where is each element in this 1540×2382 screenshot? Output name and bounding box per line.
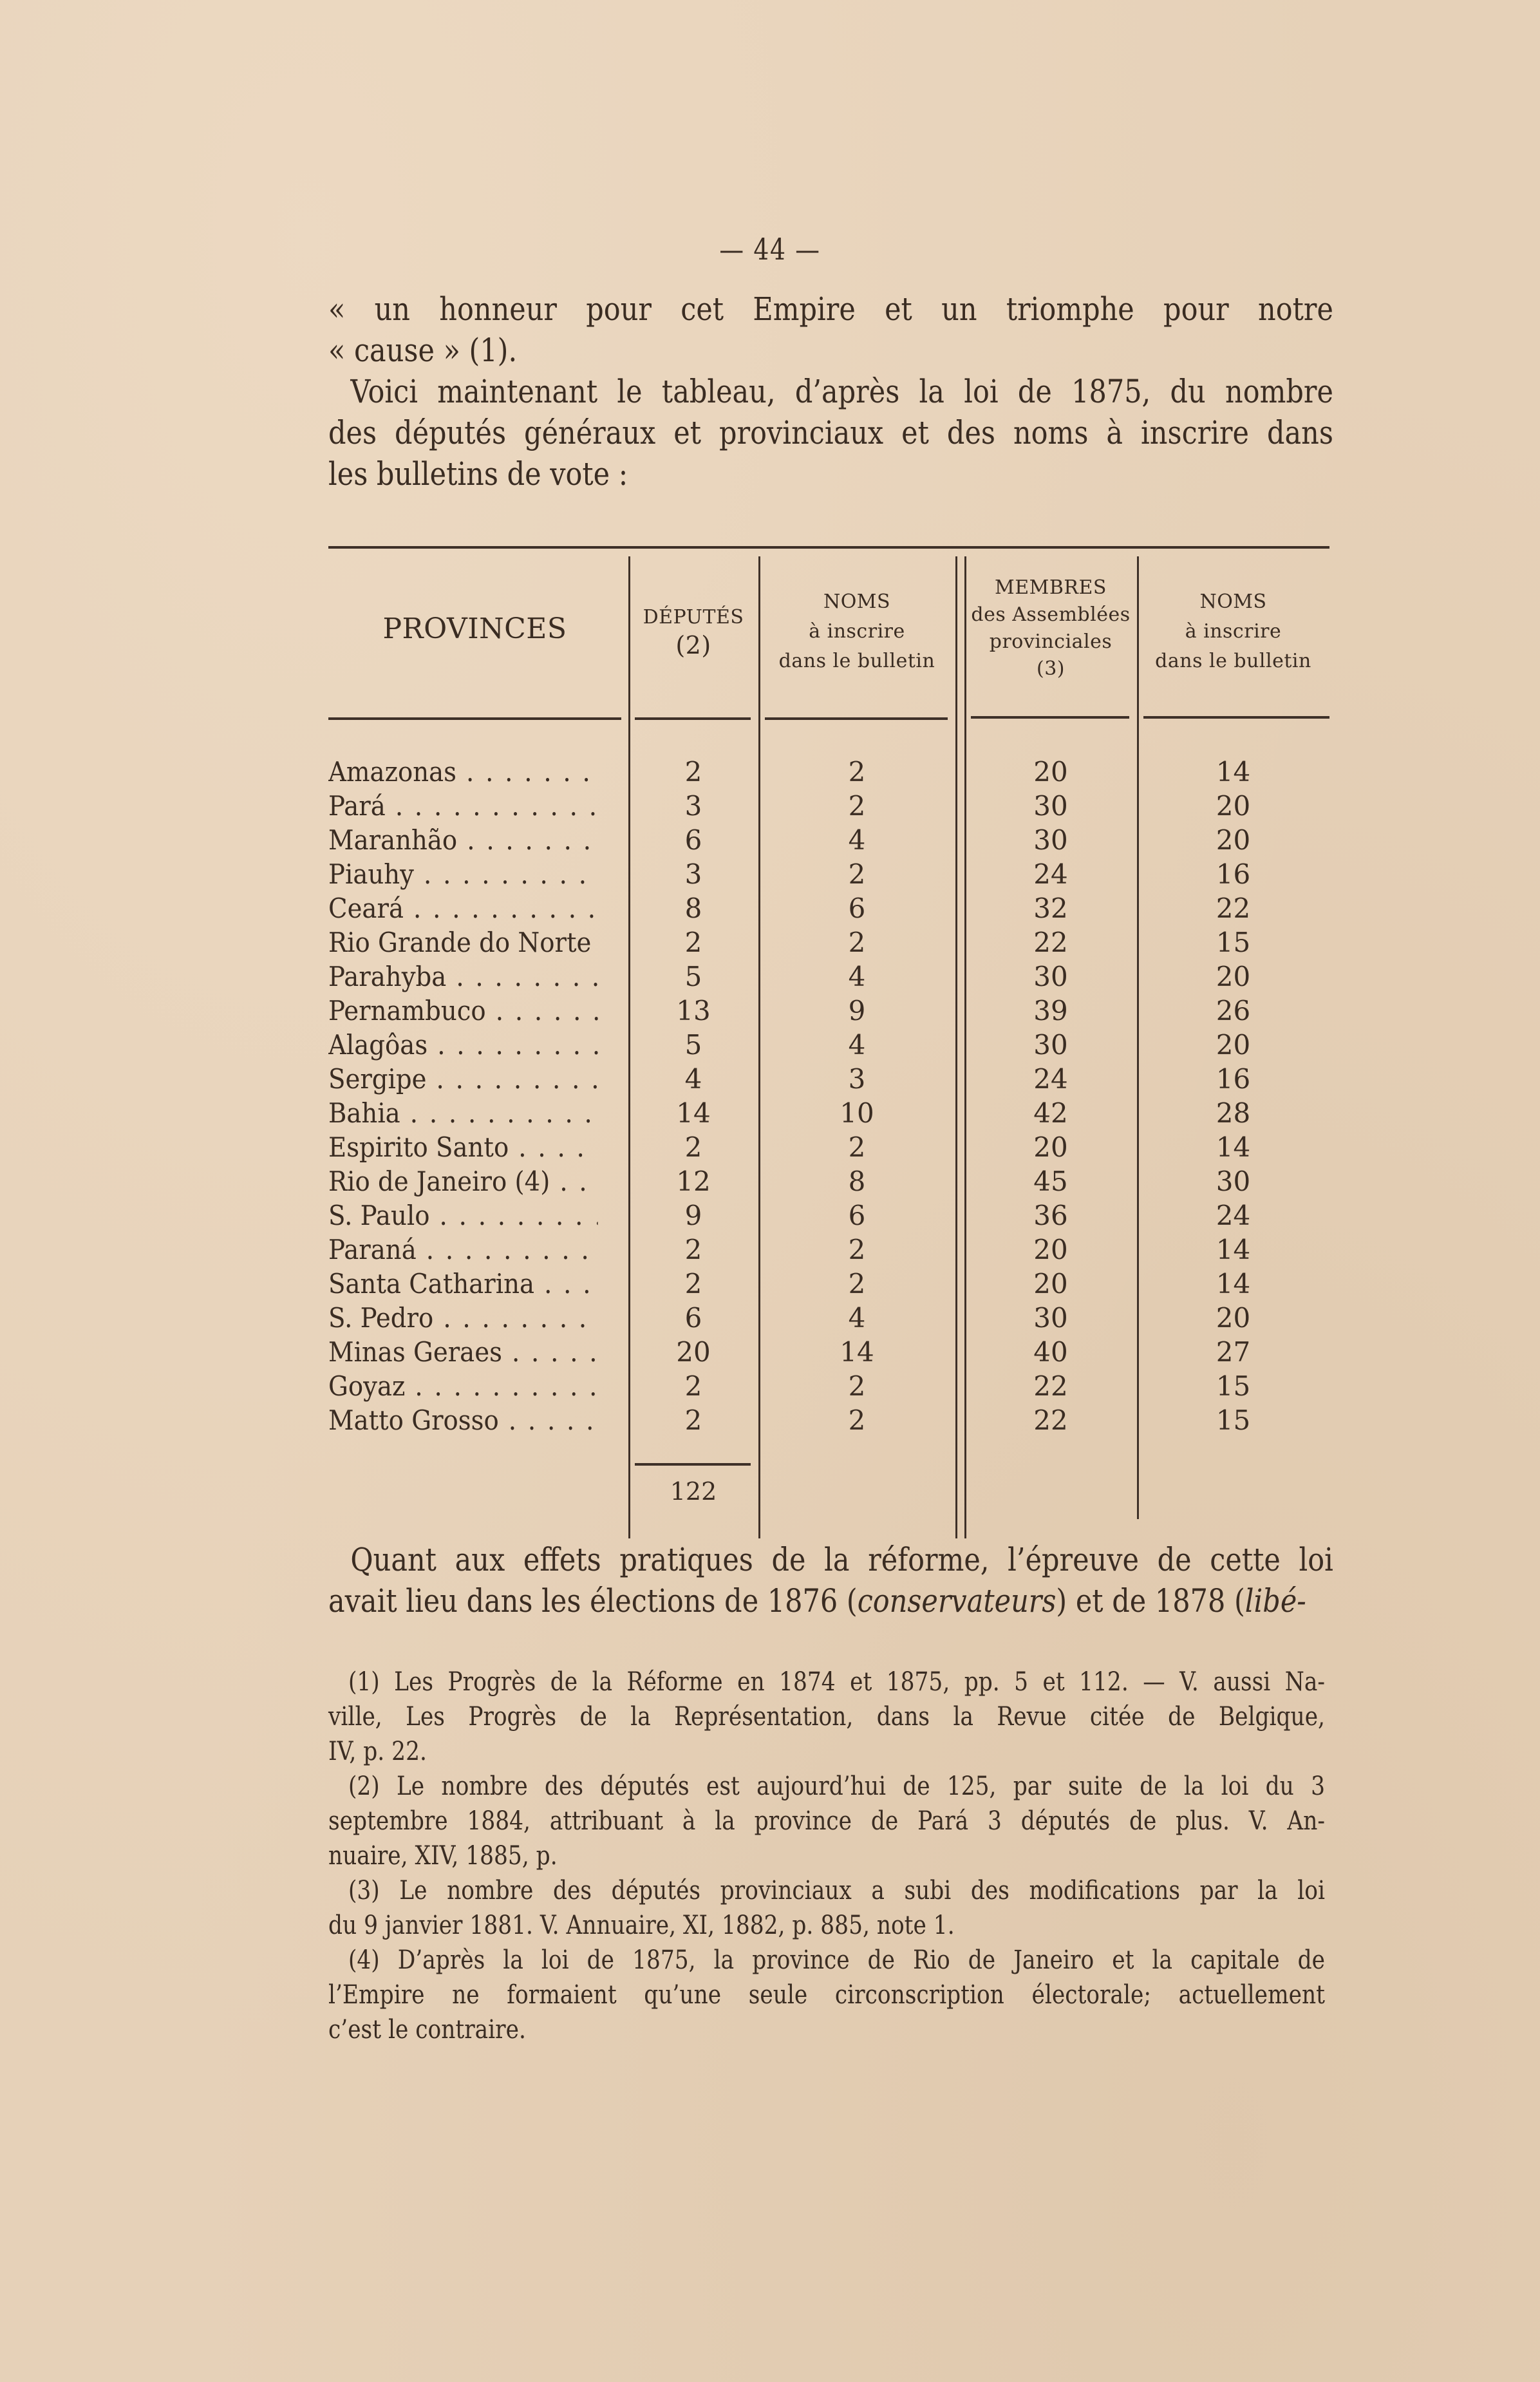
province-name: Bahia . . . [328, 1096, 598, 1130]
conclusion-line-2: avait lieu dans les élections de 1876 (conservateurs) et de 1878 (libé- [328, 1582, 1306, 1620]
noms-provinciaux-value: 15 [1216, 1370, 1251, 1402]
noms-provinciaux-value: 20 [1216, 1029, 1251, 1061]
table-row [328, 1028, 1329, 1062]
footnote-line: c’est le contraire. [328, 2015, 526, 2045]
conclusion-line-1: Quant aux effets pratiques de la réforme, l’épreuve de cette loi [350, 1541, 1333, 1578]
intro-line-3: Voici maintenant le tableau, d’après la loi de 1875, du nombre [350, 373, 1333, 410]
table-row [328, 1335, 1329, 1369]
footnote-line: ville, Les Progrès de la Représentation, dans la Revue citée de Belgique, [328, 1702, 1325, 1732]
table-row [328, 959, 1329, 994]
table-row [328, 1130, 1329, 1164]
membres-value: 30 [1033, 961, 1068, 992]
noms-value: 2 [848, 1404, 866, 1436]
deputes-value: 3 [684, 790, 702, 822]
footnote-line: (1) Les Progrès de la Réforme en 1874 et 1875, pp. 5 et 112. — V. aussi Na- [348, 1667, 1326, 1697]
table-row [328, 891, 1329, 925]
footnote-line: du 9 janvier 1881. V. Annuaire, XI, 1882, p. 885, note 1. [328, 1911, 955, 1940]
page-number: — 44 — [719, 232, 821, 267]
header-provinces: PROVINCES [382, 612, 567, 645]
deputes-value: 4 [684, 1063, 702, 1095]
deputes-value: 2 [684, 1370, 702, 1402]
table-row [328, 857, 1329, 891]
province-name: Paraná . . . [328, 1233, 598, 1267]
noms-value: 6 [848, 1200, 866, 1231]
province-name: Amazonas . . . [328, 755, 598, 789]
footnote-2 [328, 1769, 1325, 1873]
deputes-value: 2 [684, 1131, 702, 1163]
noms-value: 2 [848, 756, 866, 788]
membres-value: 30 [1033, 824, 1068, 856]
province-name: Pernambuco . . . [328, 994, 598, 1028]
table-row [328, 1198, 1329, 1233]
noms-provinciaux-value: 14 [1216, 1268, 1251, 1300]
noms-value: 2 [848, 1234, 866, 1265]
membres-value: 20 [1033, 1131, 1068, 1163]
table-row [328, 823, 1329, 857]
membres-value: 22 [1033, 1404, 1068, 1436]
noms-value: 6 [848, 893, 866, 924]
membres-value: 24 [1033, 1063, 1068, 1095]
noms-value: 4 [848, 824, 866, 856]
footnote-line: (2) Le nombre des députés est aujourd’hui de 125, par suite de la loi du 3 [348, 1772, 1326, 1801]
deputes-value: 20 [676, 1336, 711, 1368]
noms-value: 8 [848, 1166, 866, 1197]
deputes-value: 14 [676, 1097, 711, 1129]
membres-value: 40 [1033, 1336, 1068, 1368]
membres-value: 30 [1033, 1029, 1068, 1061]
deputes-value: 5 [684, 961, 702, 992]
province-name: Rio de Janeiro (4) . . . [328, 1164, 598, 1198]
intro-line-5: les bulletins de vote : [328, 455, 628, 493]
noms-value: 4 [848, 961, 866, 992]
table-row [328, 994, 1329, 1028]
noms-provinciaux-value: 28 [1216, 1097, 1251, 1129]
deputes-value: 2 [684, 756, 702, 788]
membres-value: 30 [1033, 790, 1068, 822]
noms-provinciaux-value: 14 [1216, 756, 1251, 788]
noms-provinciaux-value: 20 [1216, 824, 1251, 856]
table-row [328, 1369, 1329, 1403]
deputes-value: 6 [684, 824, 702, 856]
membres-value: 20 [1033, 756, 1068, 788]
province-name: Alagôas . . . [328, 1028, 598, 1062]
noms-provinciaux-value: 16 [1216, 1063, 1251, 1095]
membres-value: 45 [1033, 1166, 1068, 1197]
deputes-value: 9 [684, 1200, 702, 1231]
deputes-value: 2 [684, 927, 702, 958]
noms-value: 2 [848, 927, 866, 958]
header-noms-bulletin: NOMS à inscrire dans le bulletin [778, 591, 935, 672]
table-row [328, 1062, 1329, 1096]
noms-value: 2 [848, 858, 866, 890]
noms-value: 10 [840, 1097, 874, 1129]
deputes-value: 2 [684, 1404, 702, 1436]
deputes-value: 8 [684, 893, 702, 924]
noms-provinciaux-value: 15 [1216, 1404, 1251, 1436]
table-row [328, 1403, 1329, 1437]
footnote-line: (4) D’après la loi de 1875, la province de Rio de Janeiro et la capitale de [348, 1945, 1326, 1975]
total-deputes: 122 [670, 1477, 717, 1506]
footnote-4 [328, 1943, 1325, 2047]
noms-provinciaux-value: 14 [1216, 1131, 1251, 1163]
province-name: Matto Grosso . . . [328, 1403, 598, 1437]
deputes-value: 2 [684, 1268, 702, 1300]
province-name: Rio Grande do Norte . . . [328, 925, 598, 959]
header-membres-assemblees: MEMBRES des Assemblées provinciales (3) [971, 576, 1131, 680]
table-row [328, 1267, 1329, 1301]
noms-value: 2 [848, 1268, 866, 1300]
province-name: Espirito Santo . . . [328, 1130, 598, 1164]
table-row [328, 925, 1329, 959]
membres-value: 30 [1033, 1302, 1068, 1334]
noms-provinciaux-value: 16 [1216, 858, 1251, 890]
province-name: Santa Catharina . . . [328, 1267, 598, 1301]
deputies-table [328, 546, 1329, 1512]
noms-provinciaux-value: 20 [1216, 1302, 1251, 1334]
table-row [328, 789, 1329, 823]
header-rule [1143, 716, 1329, 719]
intro-paragraph [328, 288, 1333, 495]
province-name: Ceará . . . [328, 891, 598, 925]
footnote-line: septembre 1884, attribuant à la province de Pará 3 députés de plus. V. An- [328, 1806, 1325, 1836]
noms-provinciaux-value: 26 [1216, 995, 1251, 1026]
noms-value: 3 [848, 1063, 866, 1095]
deputes-value: 2 [684, 1234, 702, 1265]
header-rule [635, 717, 751, 720]
footnote-3 [328, 1873, 1325, 1943]
conclusion-paragraph [328, 1539, 1333, 1621]
deputes-value: 12 [676, 1166, 711, 1197]
membres-value: 32 [1033, 893, 1068, 924]
membres-value: 24 [1033, 858, 1068, 890]
membres-value: 42 [1033, 1097, 1068, 1129]
province-name: Parahyba . . . [328, 959, 598, 994]
table-row [328, 755, 1329, 789]
province-name: Pará . . . [328, 789, 598, 823]
noms-provinciaux-value: 22 [1216, 893, 1251, 924]
footnote-1 [328, 1665, 1325, 1769]
noms-provinciaux-value: 30 [1216, 1166, 1251, 1197]
footnote-line: (3) Le nombre des députés provinciaux a subi des modifications par la loi [348, 1876, 1326, 1905]
noms-provinciaux-value: 27 [1216, 1336, 1251, 1368]
footnotes [328, 1665, 1333, 2047]
province-name: Maranhão . . . [328, 823, 598, 857]
deputes-value: 5 [684, 1029, 702, 1061]
noms-provinciaux-value: 14 [1216, 1234, 1251, 1265]
noms-value: 9 [848, 995, 866, 1026]
province-name: Goyaz . . . [328, 1369, 598, 1403]
membres-value: 22 [1033, 1370, 1068, 1402]
membres-value: 22 [1033, 927, 1068, 958]
province-name: Sergipe . . . [328, 1062, 598, 1096]
noms-provinciaux-value: 20 [1216, 790, 1251, 822]
province-name: Minas Geraes . . . [328, 1335, 598, 1369]
deputes-value: 6 [684, 1302, 702, 1334]
deputes-value: 3 [684, 858, 702, 890]
membres-value: 36 [1033, 1200, 1068, 1231]
header-noms-bulletin-provinciaux: NOMS à inscrire dans le bulletin [1155, 591, 1311, 672]
noms-value: 14 [840, 1336, 874, 1368]
total-rule [635, 1463, 751, 1466]
province-name: Piauhy . . . [328, 857, 598, 891]
table-top-rule [328, 546, 1329, 549]
header-rule [765, 717, 948, 720]
noms-value: 4 [848, 1029, 866, 1061]
intro-line-4: des députés généraux et provinciaux et des noms à inscrire dans [328, 414, 1333, 451]
table-row [328, 1096, 1329, 1130]
table-row [328, 1164, 1329, 1198]
noms-value: 2 [848, 1131, 866, 1163]
intro-line-1: « un honneur pour cet Empire et un triomphe pour notre [328, 290, 1333, 328]
noms-value: 4 [848, 1302, 866, 1334]
membres-value: 39 [1033, 995, 1068, 1026]
noms-value: 2 [848, 1370, 866, 1402]
province-name: S. Paulo . . . [328, 1198, 598, 1233]
header-rule [971, 716, 1129, 719]
footnote-line: l’Empire ne formaient qu’une seule circonscription électorale; actuellement [328, 1980, 1325, 2010]
province-name: S. Pedro . . . [328, 1301, 598, 1335]
noms-provinciaux-value: 20 [1216, 961, 1251, 992]
header-rule [328, 717, 621, 720]
noms-provinciaux-value: 15 [1216, 927, 1251, 958]
membres-value: 20 [1033, 1268, 1068, 1300]
table-row [328, 1233, 1329, 1267]
intro-line-2: « cause » (1). [328, 332, 518, 369]
footnote-line: nuaire, XIV, 1885, p. [328, 1841, 558, 1871]
table-row [328, 1301, 1329, 1335]
membres-value: 20 [1033, 1234, 1068, 1265]
deputes-value: 13 [676, 995, 711, 1026]
noms-value: 2 [848, 790, 866, 822]
noms-provinciaux-value: 24 [1216, 1200, 1251, 1231]
footnote-line: IV, p. 22. [328, 1737, 427, 1766]
header-deputes: DÉPUTÉS (2) [643, 606, 744, 659]
